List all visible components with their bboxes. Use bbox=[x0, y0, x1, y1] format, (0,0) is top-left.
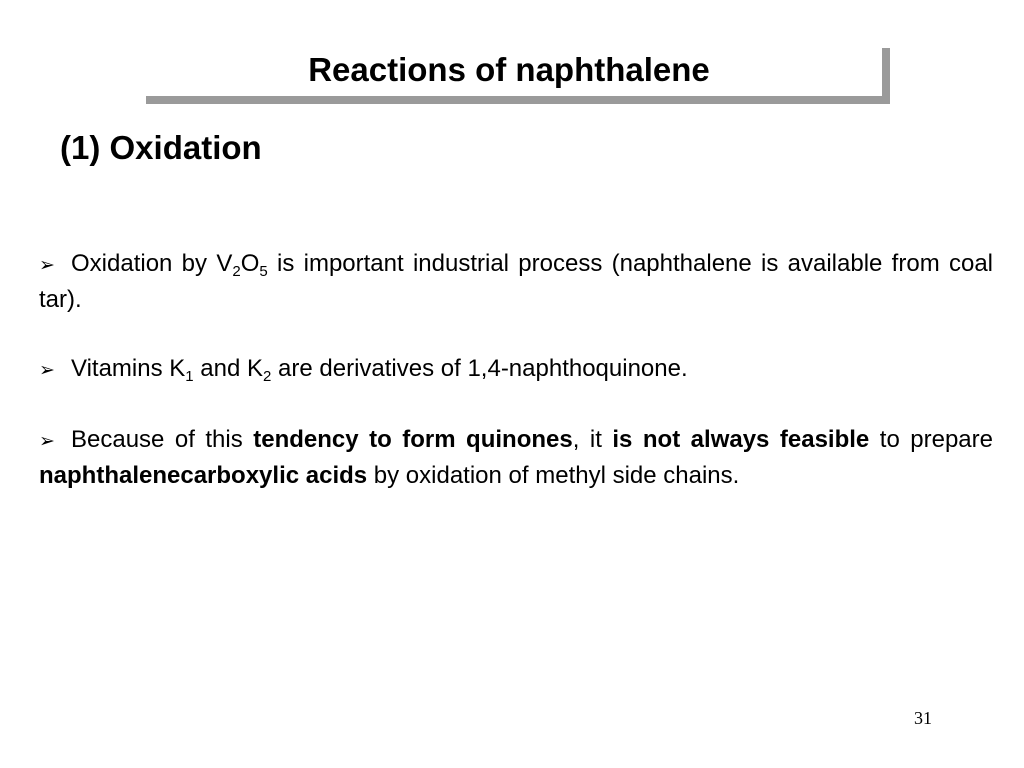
bullet-item: ➢ Because of this tendency to form quinones, it is not always feasible to prepare naphthalenecarboxylic acids by oxidation of methyl side chains. bbox=[39, 426, 993, 489]
title-shadow-bottom bbox=[146, 96, 890, 104]
arrow-bullet-icon: ➢ bbox=[39, 255, 55, 276]
slide-number: 31 bbox=[914, 708, 932, 728]
arrow-bullet-icon: ➢ bbox=[39, 431, 55, 452]
arrow-bullet-icon: ➢ bbox=[39, 360, 55, 381]
title-box bbox=[146, 48, 890, 104]
section-heading: (1) Oxidation bbox=[60, 129, 262, 166]
bullet-list bbox=[39, 247, 993, 528]
bullet-item: ➢ Vitamins $K_1$ and $K_2$ are derivatives of 1,4-naphthoquinone. bbox=[39, 352, 993, 388]
slide-title: Reactions of naphthalene bbox=[308, 51, 710, 88]
bullet-item: ➢ Oxidation by $V_2O_5$ is important industrial process (naphthalene is available from coal tar). bbox=[39, 250, 993, 313]
